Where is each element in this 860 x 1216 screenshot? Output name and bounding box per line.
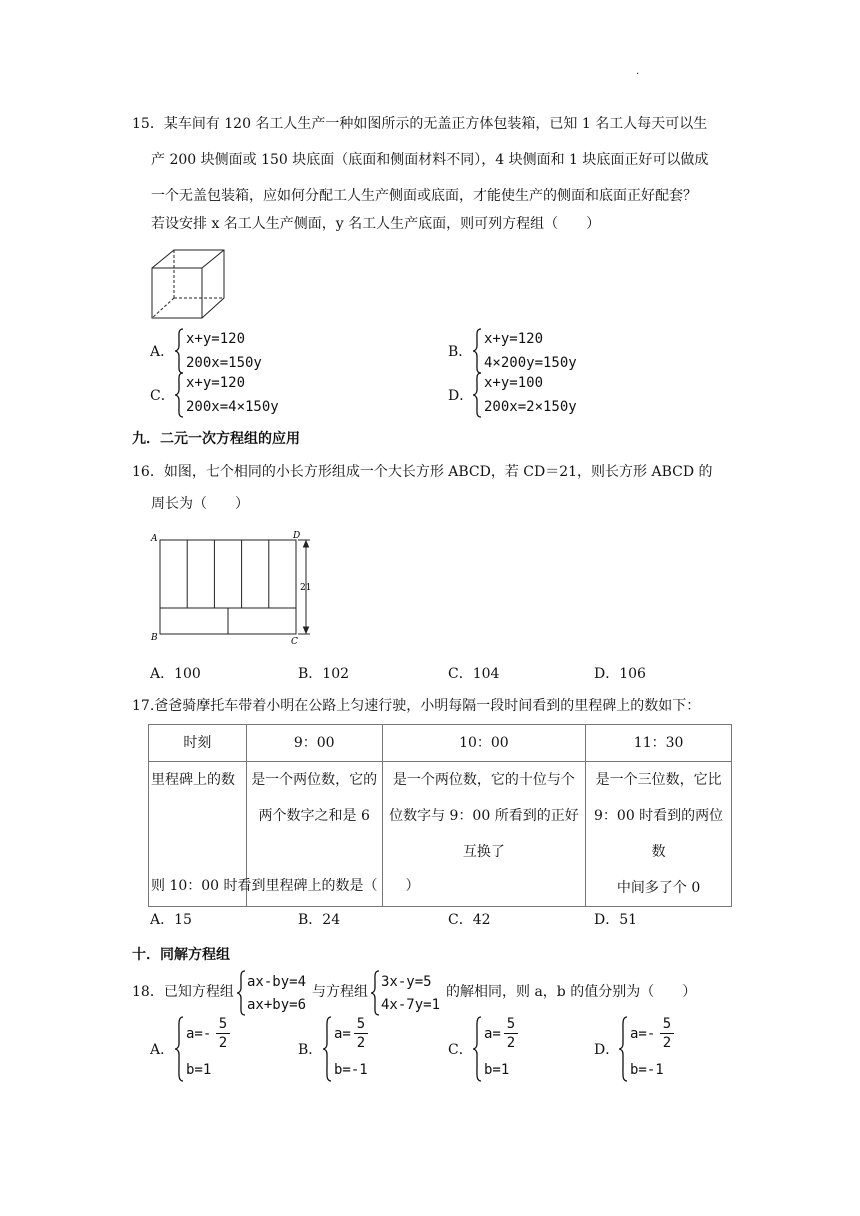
cell-9-line-2: 两个数字之和是 6 — [258, 808, 370, 824]
q15-c-eq2: 200x=4×150y — [186, 399, 279, 415]
denominator: 2 — [356, 1035, 366, 1051]
cell-9-line-1: 是一个两位数，它的 — [251, 772, 378, 788]
brace-icon — [472, 1016, 482, 1082]
q15-option-a-label: A． — [150, 344, 175, 360]
q18-c-fraction — [504, 1016, 518, 1051]
table-header-row — [149, 725, 732, 762]
q18-system-2 — [370, 970, 450, 1016]
q18-option-d-system — [618, 1016, 698, 1082]
q18-option-b-system — [322, 1016, 402, 1082]
q16-line-1: 16．如图，七个相同的小长方形组成一个大长方形 ABCD，若 CD＝21，则长方形 ABCD 的 — [132, 464, 713, 480]
q18-c-aeq: a= — [484, 1026, 501, 1042]
q15-a-eq2: 200x=150y — [186, 355, 262, 371]
q18-option-a-label: A． — [150, 1042, 175, 1058]
q17-question: 则 10：00 时看到里程碑上的数是（ ） — [151, 878, 420, 894]
q18-d-aeq: a=- — [630, 1026, 656, 1042]
q15-a-eq1: x+y=120 — [186, 331, 246, 347]
q15-line-1: 15．某车间有 120 名工人生产一种如图所示的无盖正方体包装箱，已知 1 名工人每天可以生 — [132, 116, 708, 132]
q18-a-beq: b=1 — [186, 1062, 212, 1078]
denominator: 2 — [506, 1035, 516, 1051]
q17-option-a: A．15 — [150, 912, 192, 928]
brace-icon — [472, 372, 482, 418]
q18-system-1 — [236, 970, 316, 1016]
q15-d-eq1: x+y=100 — [484, 375, 544, 391]
q15-c-eq1: x+y=120 — [186, 375, 246, 391]
fraction-bar — [216, 1033, 230, 1034]
q16-option-a: A．100 — [150, 666, 201, 682]
q15-b-eq2: 4×200y=150y — [484, 355, 577, 371]
brace-icon — [236, 970, 246, 1016]
q18-option-a-system — [174, 1016, 254, 1082]
q18-b-aeq: a= — [334, 1026, 351, 1042]
q18-sys2-eq2: 4x-7y=1 — [381, 997, 441, 1013]
label-b: B — [151, 633, 158, 643]
q17-intro: 17.爸爸骑摩托车带着小明在公路上匀速行驶，小明每隔一段时间看到的里程碑上的数如下： — [132, 698, 701, 714]
header-time: 时刻 — [149, 725, 247, 762]
fraction-bar — [354, 1033, 368, 1034]
header-1130: 11：30 — [586, 725, 732, 762]
cell-10-line-3: 互换了 — [462, 844, 505, 860]
numerator: 5 — [356, 1016, 366, 1032]
denominator: 2 — [218, 1035, 228, 1051]
q18-mid: 与方程组 — [312, 984, 368, 1000]
row-label: 里程碑上的数 — [149, 762, 247, 907]
cell-1130 — [586, 762, 732, 907]
cube-figure — [150, 248, 226, 320]
q15-b-eq1: x+y=120 — [484, 331, 544, 347]
brace-icon — [174, 328, 184, 374]
numerator: 5 — [218, 1016, 228, 1032]
numerator: 5 — [506, 1016, 516, 1032]
q18-option-b-label: B． — [298, 1042, 323, 1058]
q15-d-eq2: 200x=2×150y — [484, 399, 577, 415]
q16-option-c: C．104 — [448, 666, 500, 682]
cell-1130-line-3: 中间多了个 0 — [616, 880, 701, 896]
fraction-bar — [504, 1033, 518, 1034]
brace-icon — [174, 372, 184, 418]
q18-b-fraction — [354, 1016, 368, 1051]
section-10-heading: 十．同解方程组 — [132, 947, 230, 963]
q15-option-c-system — [174, 372, 314, 418]
label-d: D — [293, 531, 301, 541]
brace-icon — [322, 1016, 332, 1082]
label-c: C — [291, 637, 298, 647]
q18-c-beq: b=1 — [484, 1062, 510, 1078]
q15-option-b-label: B． — [448, 344, 473, 360]
q18-d-beq: b=-1 — [630, 1062, 664, 1078]
fraction-bar — [660, 1033, 674, 1034]
header-10: 10：00 — [382, 725, 586, 762]
q18-option-c-label: C． — [448, 1042, 473, 1058]
page-dot: . — [636, 66, 640, 77]
q15-option-c-label: C． — [150, 388, 175, 404]
q16-line-2: 周长为（ ） — [151, 496, 249, 512]
dimension-21: 21 — [300, 583, 312, 593]
q18-option-c-system — [472, 1016, 552, 1082]
q17-option-d: D．51 — [594, 912, 638, 928]
brace-icon — [618, 1016, 628, 1082]
q15-option-a-system — [174, 328, 294, 374]
q16-option-b: B．102 — [298, 666, 350, 682]
q18-a-aeq: a=- — [186, 1026, 212, 1042]
q18-suffix: 的解相同，则 a，b 的值分别为（ ） — [446, 984, 697, 1000]
brace-icon — [472, 328, 482, 374]
denominator: 2 — [662, 1035, 672, 1051]
q18-sys2-eq1: 3x-y=5 — [381, 974, 432, 990]
q17-option-b: B．24 — [298, 912, 341, 928]
section-9-heading: 九．二元一次方程组的应用 — [132, 431, 300, 447]
header-9: 9：00 — [246, 725, 382, 762]
numerator: 5 — [662, 1016, 672, 1032]
q15-option-d-system — [472, 372, 612, 418]
cell-1130-line-2: 9：00 时看到的两位数 — [594, 808, 724, 860]
brace-icon — [174, 1016, 184, 1082]
q15-line-4: 若设安排 x 名工人生产侧面，y 名工人生产底面，则可列方程组（ ） — [151, 216, 601, 232]
q15-option-b-system — [472, 328, 612, 374]
brace-icon — [370, 970, 380, 1016]
q18-a-fraction — [216, 1016, 230, 1051]
cell-10-line-1: 是一个两位数，它的十位与个 — [392, 772, 575, 788]
q15-line-2: 产 200 块侧面或 150 块底面（底面和侧面材料不同），4 块侧面和 1 块底面正好可以做成 — [151, 152, 709, 168]
label-a: A — [151, 534, 158, 544]
q16-option-d: D．106 — [594, 666, 646, 682]
rectangle-abcd-figure — [148, 528, 324, 648]
q17-option-c: C．42 — [448, 912, 491, 928]
q18-sys1-eq1: ax-by=4 — [247, 974, 307, 990]
q18-sys1-eq2: ax+by=6 — [247, 997, 307, 1013]
q18-option-d-label: D． — [594, 1042, 620, 1058]
cell-10-line-2: 位数字与 9：00 所看到的正好 — [389, 808, 579, 824]
q18-prefix: 18．已知方程组 — [132, 984, 234, 1000]
q15-option-d-label: D． — [448, 388, 474, 404]
q18-d-fraction — [660, 1016, 674, 1051]
q15-line-3: 一个无盖包装箱，应如何分配工人生产侧面或底面，才能使生产的侧面和底面正好配套？ — [151, 188, 697, 204]
q18-b-beq: b=-1 — [334, 1062, 368, 1078]
cell-1130-line-1: 是一个三位数，它比 — [595, 772, 722, 788]
